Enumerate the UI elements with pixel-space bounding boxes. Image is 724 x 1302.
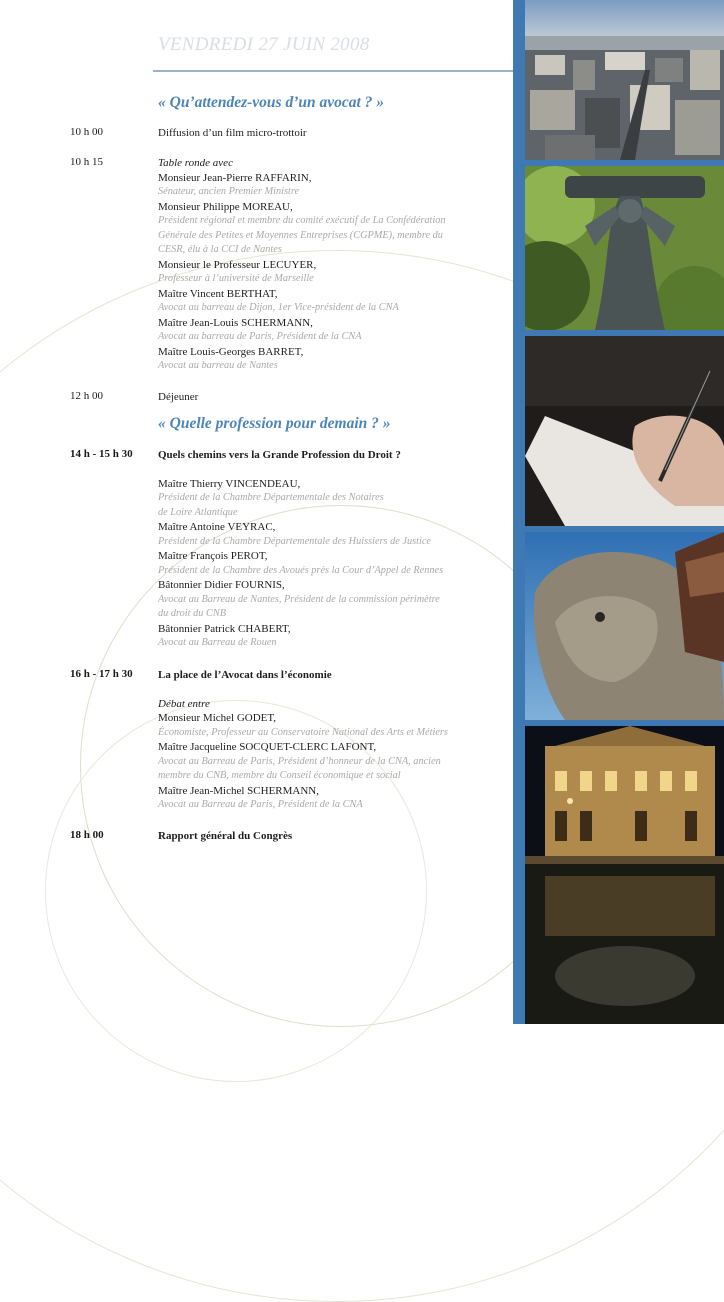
speaker-name: Maître François PEROT,: [158, 550, 268, 562]
speaker-title: Président de la Chambre Départementale des Notaires: [158, 492, 384, 503]
agenda-item: [158, 448, 478, 651]
speaker-name: Monsieur le Professeur LECUYER,: [158, 258, 317, 271]
agenda-item: [158, 156, 478, 374]
item-text: Déjeuner: [158, 391, 199, 403]
section-title-1: « Qu’attendez-vous d’un avocat ? »: [158, 94, 385, 111]
speaker-title: Avocat au Barreau de Paris, Président de la CNA: [158, 799, 363, 810]
speaker-name: Monsieur Michel GODET,: [158, 712, 277, 724]
time-slot: 12 h 00: [70, 390, 103, 402]
speaker-title: CESR, élu à la CCI de Nantes: [158, 244, 282, 255]
speaker-name: Maître Vincent BERTHAT,: [158, 287, 278, 300]
speaker-title: Avocat au barreau de Dijon, 1er Vice-président de la CNA: [158, 302, 399, 313]
time-slot: 10 h 15: [70, 156, 103, 168]
speaker-title: Président de la Chambre Départementale des Huissiers de Justice: [158, 535, 432, 547]
speaker-title: Avocat au Barreau de Rouen: [158, 637, 277, 648]
writing-hand-photo: [525, 336, 724, 526]
agenda-item: [158, 126, 478, 141]
speaker-title: Générale des Petites et Moyennes Entreprises (CGPME), membre du: [158, 229, 443, 241]
speaker-title: Avocat au barreau de Nantes: [158, 360, 278, 371]
speaker-title: du droit du CNB: [158, 608, 226, 619]
city-aerial-photo: [525, 0, 724, 160]
speaker-name: Maître Antoine VEYRAC,: [158, 521, 276, 533]
speaker-title: Président de la Chambre des Avoués près la Cour d’Appel de Rennes: [158, 564, 444, 576]
time-slot: 18 h 00: [70, 829, 104, 841]
speaker-title: Professeur à l’université de Marseille: [158, 273, 314, 284]
fountain-statue-photo: [525, 166, 724, 330]
speaker-title: Sénateur, ancien Premier Ministre: [158, 186, 300, 197]
speaker-name: Bâtonnier Patrick CHABERT,: [158, 622, 291, 635]
speaker-name: Maître Louis-Georges BARRET,: [158, 345, 304, 358]
speaker-title: de Loire Atlantique: [158, 506, 238, 518]
time-slot: 14 h - 15 h 30: [70, 448, 133, 460]
header-rule: [153, 70, 513, 72]
item-heading: Table ronde avec: [158, 157, 233, 169]
speaker-title: Avocat au barreau de Paris, Président de la CNA: [158, 331, 362, 342]
speaker-title: membre du CNB, membre du Conseil économique et social: [158, 770, 401, 781]
item-heading: Rapport général du Congrès: [158, 830, 293, 842]
speaker-name: Maître Jean-Michel SCHERMANN,: [158, 784, 320, 797]
agenda-item: [158, 390, 478, 405]
page-date: VENDREDI 27 JUIN 2008: [158, 34, 370, 55]
speaker-name: Maître Jacqueline SOCQUET-CLERC LAFONT,: [158, 741, 377, 753]
item-subheading: Débat entre: [158, 697, 210, 710]
item-heading: La place de l’Avocat dans l’économie: [158, 669, 332, 681]
speaker-name: Monsieur Philippe MOREAU,: [158, 200, 293, 213]
speaker-title: Économiste, Professeur au Conservatoire National des Arts et Métiers: [158, 726, 448, 738]
elephant-sculpture-photo: [525, 532, 724, 720]
item-text: Diffusion d’un film micro-trottoir: [158, 127, 307, 139]
speaker-name: Bâtonnier Didier FOURNIS,: [158, 579, 285, 591]
agenda-item: [158, 829, 478, 844]
speaker-title: Avocat au Barreau de Nantes, Président de la commission périmètre: [158, 593, 440, 605]
time-slot: 10 h 00: [70, 126, 103, 138]
agenda-item: [158, 668, 478, 813]
photo-strip: [513, 0, 724, 1024]
time-slot: 16 h - 17 h 30: [70, 668, 133, 680]
speaker-title: Président régional et membre du comité exécutif de La Confédération: [158, 215, 446, 226]
night-building-photo: [525, 726, 724, 1024]
speaker-name: Monsieur Jean-Pierre RAFFARIN,: [158, 171, 312, 184]
item-heading: Quels chemins vers la Grande Profession du Droit ?: [158, 449, 401, 461]
section-title-2: « Quelle profession pour demain ? »: [158, 415, 391, 432]
speaker-name: Maître Jean-Louis SCHERMANN,: [158, 316, 313, 329]
speaker-name: Maître Thierry VINCENDEAU,: [158, 477, 301, 490]
speaker-title: Avocat au Barreau de Paris, Président d’honneur de la CNA, ancien: [158, 755, 441, 767]
